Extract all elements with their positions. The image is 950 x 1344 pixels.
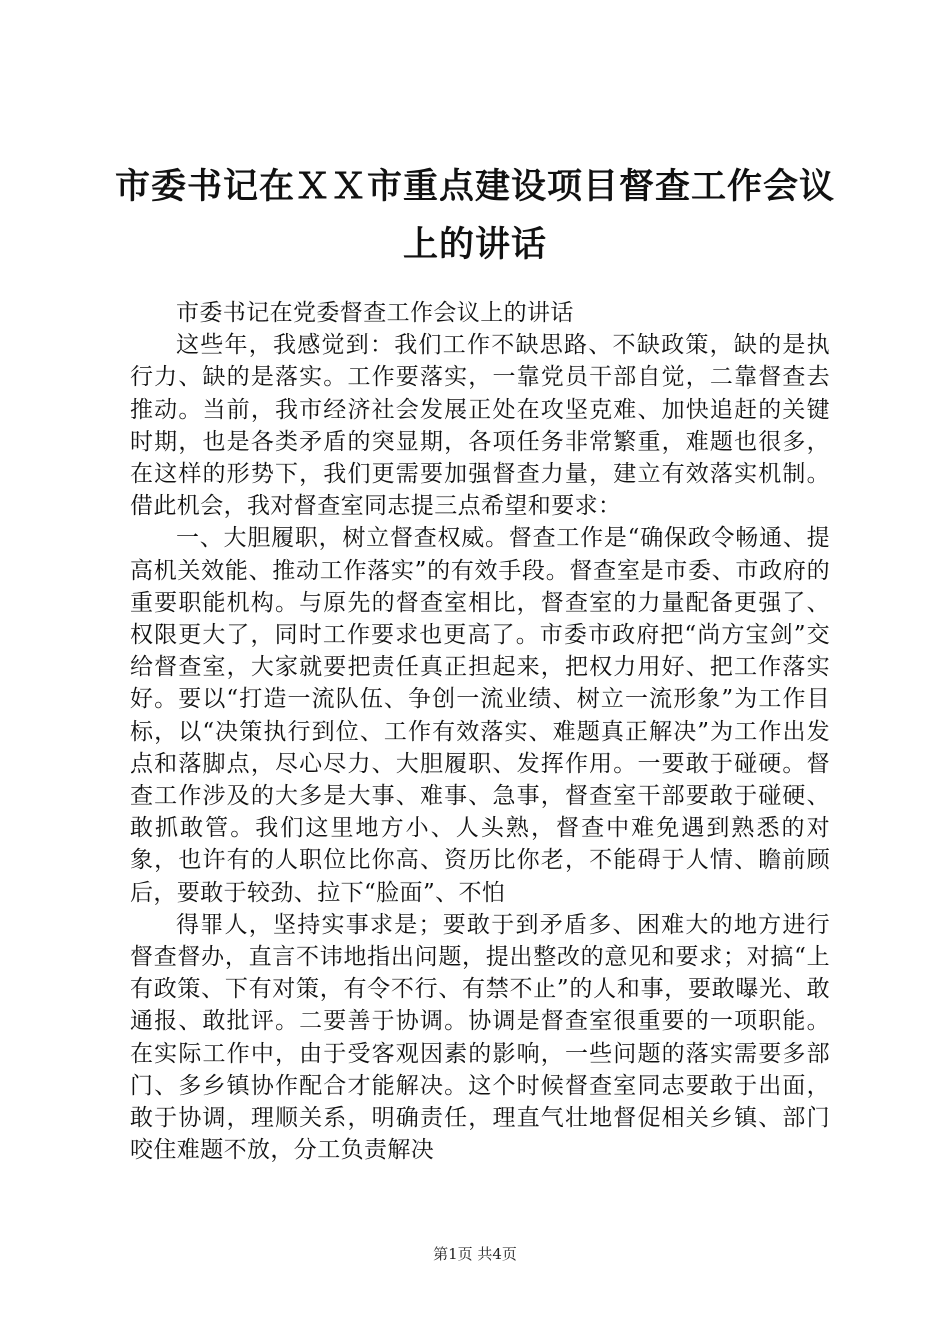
- document-body: [130, 297, 830, 1166]
- paragraph-point-one: 一、大胆履职，树立督查权威。督查工作是“确保政令畅通、提高机关效能、推动工作落实”的有效手段。督查室是市委、市政府的重要职能机构。与原先的督查室相比，督查室的力量配备更强了、权限更大了，同时工作要求也更高了。市委市政府把“尚方宝剑”交给督查室，大家就要把责任真正担起来，把权力用好、把工作落实好。要以“打造一流队伍、争创一流业绩、树立一流形象”为工作目标，以“决策执行到位、工作有效落实、难题真正解决”为工作出发点和落脚点，尽心尽力、大胆履职、发挥作用。一要敢于碰硬。督查工作涉及的大多是大事、难事、急事，督查室干部要敢于碰硬、敢抓敢管。我们这里地方小、人头熟，督查中难免遇到熟悉的对象，也许有的人职位比你高、资历比你老，不能碍于人情、瞻前顾后，要敢于较劲、拉下“脸面”、不怕: [130, 525, 830, 906]
- document-title: [100, 158, 850, 274]
- page-footer: 第1页 共4页: [433, 1245, 517, 1263]
- paragraph-subtitle: 市委书记在党委督查工作会议上的讲话: [176, 300, 574, 326]
- title-line-2: 上的讲话: [402, 225, 547, 265]
- title-line-1: 市委书记在ＸＸ市重点建设项目督查工作会议: [114, 167, 835, 207]
- paragraph-intro: 这些年，我感觉到：我们工作不缺思路、不缺政策，缺的是执行力、缺的是落实。工作要落实，一靠党员干部自觉，二靠督查去推动。当前，我市经济社会发展正处在攻坚克难、加快追赶的关键时期，也是各类矛盾的突显期，各项任务非常繁重，难题也很多，在这样的形势下，我们更需要加强督查力量，建立有效落实机制。借此机会，我对督查室同志提三点希望和要求：: [130, 332, 830, 520]
- paragraph-continuation: 得罪人，坚持实事求是；要敢于到矛盾多、困难大的地方进行督查督办，直言不讳地指出问题，提出整改的意见和要求；对搞“上有政策、下有对策，有令不行、有禁不止”的人和事，要敢曝光、敢通报、敢批评。二要善于协调。协调是督查室很重要的一项职能。在实际工作中，由于受客观因素的影响，一些问题的落实需要多部门、多乡镇协作配合才能解决。这个时候督查室同志要敢于出面，敢于协调，理顺关系，明确责任，理直气壮地督促相关乡镇、部门咬住难题不放，分工负责解决: [130, 911, 830, 1164]
